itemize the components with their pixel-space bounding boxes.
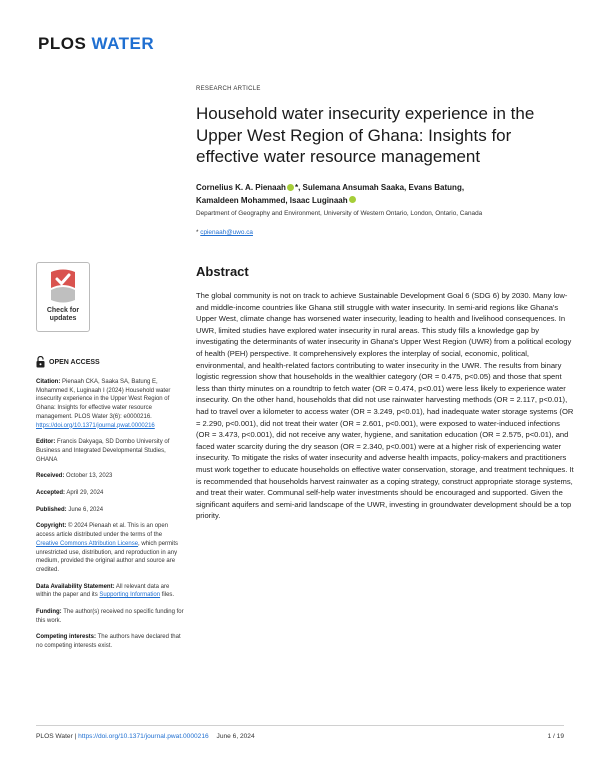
footer-separator: | [72,733,79,740]
published-date: June 6, 2024 [68,506,104,513]
accepted-date: April 29, 2024 [66,490,104,497]
footer-date: June 6, 2024 [216,733,255,740]
affiliation: Department of Geography and Environment, University of Western Ontario, London, Ontario, Canada [196,210,483,217]
competing-interests-text: The authors have declared that no competing interests exist. [36,634,181,650]
citation-text: Pienaah CKA, Saaka SA, Batung E, Mohammed K, Luginaah I (2024) Household water insecurity experience in the Upper West Region of Ghana: Insights for effective water resource management. PLOS Water 3(6): e0000216. [36,379,171,420]
funding-text: The author(s) received no specific funding for this work. [36,609,184,624]
authors-line1-rest[interactable]: *, Sulemana Ansumah Saaka, Evans Batung, [294,183,465,192]
competing-interests-block [36,633,186,650]
author-pienaah[interactable]: Cornelius K. A. Pienaah [196,183,286,192]
footer-doi-link[interactable]: https://doi.org/10.1371/journal.pwat.0000216 [78,733,209,740]
funding-block [36,608,186,625]
journal-logo[interactable] [38,34,154,54]
footer-page-number: 1 / 19 [547,733,564,740]
open-access [36,356,186,368]
editor-label: Editor: [36,439,56,446]
license-link[interactable]: Creative Commons Attribution License [36,540,139,547]
abstract-heading: Abstract [196,264,249,279]
open-lock-icon [36,356,45,368]
check-for-updates-badge[interactable] [36,262,90,332]
footer-left [36,733,255,740]
check-for-updates-label [47,307,79,323]
editor-text: Francis Dakyaga, SD Dombo University of Business and Integrated Developmental Studies, GHANA [36,439,170,463]
journal-logo-plos: PLOS [38,34,87,53]
received-date: October 13, 2023 [66,473,113,480]
citation-label: Citation: [36,379,61,385]
authors-line2[interactable]: Kamaldeen Mohammed, Isaac Luginaah [196,195,348,205]
published-block [36,506,186,515]
received-block [36,472,186,481]
published-label: Published: [36,506,67,513]
crossmark-icon [47,268,79,304]
orcid-icon[interactable] [287,184,294,191]
data-availability-text-end: files. [161,592,175,599]
check-for-updates-line1: Check for [46,307,80,314]
orcid-icon[interactable] [349,196,356,203]
competing-interests-label: Competing interests: [36,634,97,641]
citation-block [36,378,186,430]
copyright-label: Copyright: [36,523,67,530]
footer-divider [36,725,564,726]
funding-label: Funding: [36,609,62,616]
open-access-label: OPEN ACCESS [49,358,100,366]
article-title: Household water insecurity experience in the Upper West Region of Ghana: Insights for effective water resource management [196,104,535,166]
data-availability-text: All relevant data are within the paper and its [36,583,170,599]
copyright-text: © 2024 Pienaah et al. This is an open access article distributed under the terms of the [36,523,169,539]
data-availability-block [36,583,186,600]
received-label: Received: [36,473,65,480]
accepted-label: Accepted: [36,490,66,497]
data-availability-label: Data Availability Statement: [36,583,115,590]
citation-doi-link[interactable]: https://doi.org/10.1371/journal.pwat.0000216 [36,422,155,429]
corresponding-mark: * [196,229,201,236]
copyright-text-end: , which permits unrestricted use, distribution, and reproduction in any medium, provided the original author and source are credited. [36,540,179,573]
editor-block [36,438,186,464]
left-sidebar [36,262,186,651]
footer-journal: PLOS Water [36,733,73,740]
copyright-block [36,522,186,574]
article-type: RESEARCH ARTICLE [196,86,261,92]
check-for-updates-line2: updates [49,315,77,322]
author-list [196,182,566,207]
supporting-information-link[interactable]: Supporting Information [99,592,161,599]
corresponding-author [196,229,576,236]
page-footer [36,733,564,740]
accepted-block [36,489,186,498]
corresponding-email-link[interactable]: cpienaah@uwo.ca [200,229,253,236]
abstract-body: The global community is not on track to achieve Sustainable Development Goal 6 (SDG 6) by 2030. Many low- and middle-income countries like Ghana still struggle with water insecurity. In semi-arid regions like Ghana's Upper West, climate change has worsened water insecurity, leading to health and livelihood consequences. In UWR, limited studies have explored water insecurity in rural areas. This study fills a knowledge gap by investigating the determinants of water insecurity in Ghana's Upper West Region (UWR) from a political ecology of health (PEH) perspective. It comprehensively explores the interplay of social, economic, political, environmental, and health-related factors contributing to water insecurity in the UWR. The results from binary logistic regression show that households in the wealthier category (OR = 0.475, p<0.05) and those that spent less than thirty minutes on a roundtrip to fetch water (OR = 0.474, p<0.01) were less likely to experience water insecurity. On the other hand, households that did not use rainwater harvesting methods (OR = 2.117, p<0.01), had to travel over a kilometer to access water (OR = 3.249, p<0.01), had inadequate water storage systems (OR = 2.290, p<0.001), did not treat their water (OR = 2.601, p<0.001), were exposed to water-induced infections (OR = 3.473, p<0.001), did not receive any water, hygiene, and sanitation education (OR = 2.575, p<0.01), and faced water scarcity during the dry season (OR = 2.340, p<0.001) were at a higher risk of experiencing water insecurity. To mitigate the risks of water insecurity and adverse health impacts, policy-makers and practitioners must work together to educate households on effective water conservation, storage, and treatment techniques. It is recommended that households harvest rainwater as a coping strategy, construct appropriate storage systems, and treat their water. Communal self-help water investments should be encouraged and supported. Given the significant aquifers and semi-arid landscape of the UWR, investing in groundwater development should be a top priority. [196,291,574,521]
journal-logo-water: WATER [91,34,155,53]
